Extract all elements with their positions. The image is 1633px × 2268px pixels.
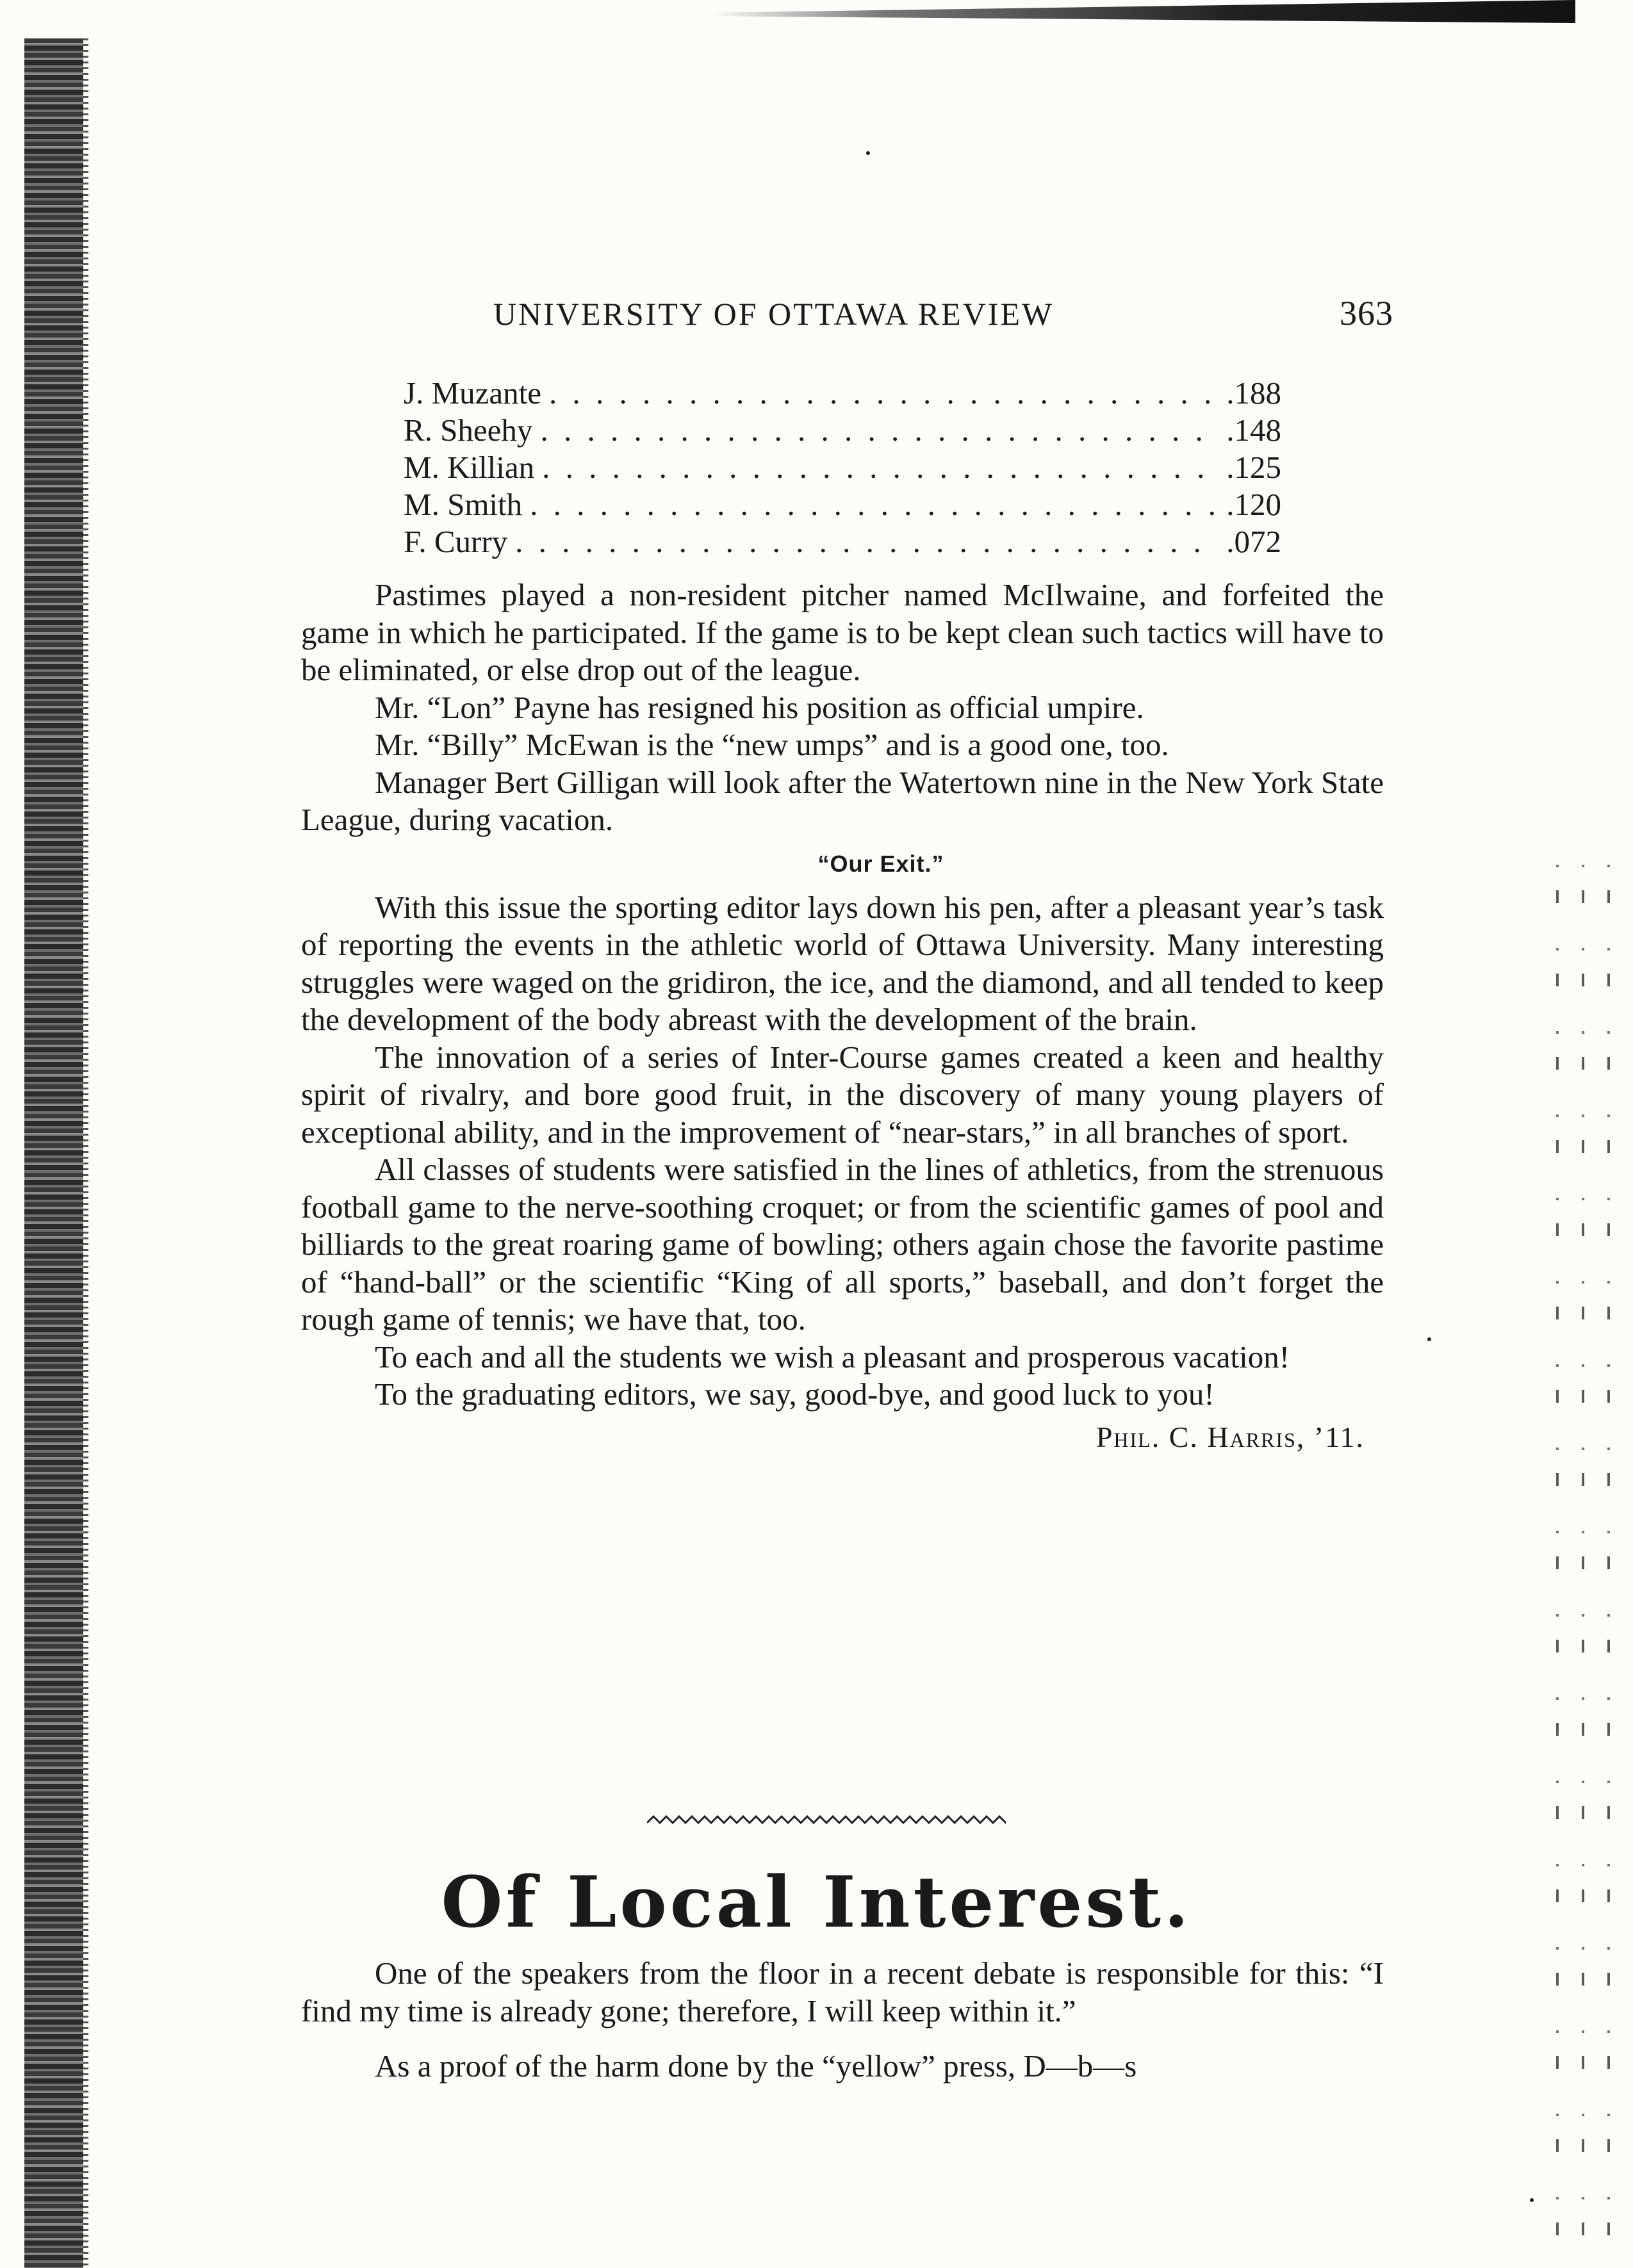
paragraph: One of the speakers from the floor in a recent debate is responsible for this: “I find my time is already gone; therefore, I will keep within it.”	[301, 1955, 1384, 2028]
player-average: .125	[1226, 450, 1281, 485]
scan-speck	[866, 151, 870, 155]
dot-leader	[549, 375, 1219, 411]
paragraph: As a proof of the harm done by the “yellow” press, D—b—s	[375, 2048, 1137, 2084]
stat-row	[404, 412, 1281, 449]
paragraph: Pastimes played a non-resident pitcher named McIlwaine, and forfeited the game in which he participated. If the game is to be kept clean such tactics will have to be eliminated, or else drop out of the league.	[301, 577, 1384, 687]
stat-row	[404, 523, 1281, 560]
paragraph: All classes of students were satisfied in the lines of athletics, from the strenuous football game to the nerve-soothing croquet; or from the scientific games of pool and billiards to the great roaring game of bowling; others again chose the favorite pastime of “hand-ball” or the scientific “King of all sports,” baseball, and don’t forget the rough game of tennis; we have that, too.	[301, 1152, 1384, 1337]
paragraph: Mr. “Lon” Payne has resigned his position as official umpire.	[375, 689, 1144, 725]
dot-leader	[542, 449, 1219, 485]
dot-leader	[515, 523, 1219, 560]
running-header	[493, 293, 1393, 333]
stat-row	[404, 375, 1281, 412]
author-signature: Phil. C. Harris, ’11.	[1096, 1420, 1365, 1453]
player-name: M. Killian	[404, 450, 535, 485]
scan-right-edge	[1556, 845, 1620, 2267]
running-title: UNIVERSITY OF OTTAWA REVIEW	[493, 296, 1054, 332]
player-average: .120	[1226, 487, 1281, 522]
player-name: R. Sheehy	[404, 412, 533, 448]
local-interest-notes	[301, 1955, 1384, 2085]
scan-top-rule	[710, 0, 1575, 23]
player-name: J. Muzante	[404, 375, 541, 411]
paragraph: The innovation of a series of Inter-Course games created a keen and healthy spirit of rivalry, and bore good fruit, in the discovery of many young players of exceptional ability, and in the improvement of “near-stars,” in all branches of sport.	[301, 1039, 1384, 1150]
dot-leader	[540, 412, 1219, 448]
section-title: Of Local Interest.	[441, 1861, 1192, 1943]
dot-leader	[530, 486, 1219, 523]
wavy-divider	[647, 1811, 1006, 1831]
section-heading: “Our Exit.”	[817, 850, 944, 877]
paragraph: To each and all the students we wish a pleasant and prosperous vacation!	[375, 1339, 1290, 1375]
player-average: .188	[1226, 375, 1281, 411]
stat-row	[404, 449, 1281, 486]
player-name: M. Smith	[404, 487, 523, 522]
paragraph: With this issue the sporting editor lays down his pen, after a pleasant year’s task of reporting the events in the athletic world of Ottawa University. Many interesting struggles were waged on the gridiron, the ice, and the diamond, and all tended to keep the development of the body abreast with the development of the brain.	[301, 889, 1384, 1037]
scan-speck	[1530, 2198, 1534, 2202]
paragraph: To the graduating editors, we say, good-bye, and good luck to you!	[375, 1376, 1215, 1412]
stat-row	[404, 486, 1281, 523]
paragraph: Mr. “Billy” McEwan is the “new umps” and is a good one, too.	[375, 727, 1169, 762]
sports-notes	[301, 576, 1384, 1456]
page-number: 363	[1340, 294, 1393, 332]
player-average: .072	[1226, 524, 1281, 559]
player-average: .148	[1226, 412, 1281, 448]
player-name: F. Curry	[404, 524, 508, 559]
batting-averages-list	[404, 375, 1281, 560]
scan-speck	[1427, 1337, 1431, 1341]
paragraph: Manager Bert Gilligan will look after the Watertown nine in the New York State League, during vacation.	[301, 764, 1384, 837]
